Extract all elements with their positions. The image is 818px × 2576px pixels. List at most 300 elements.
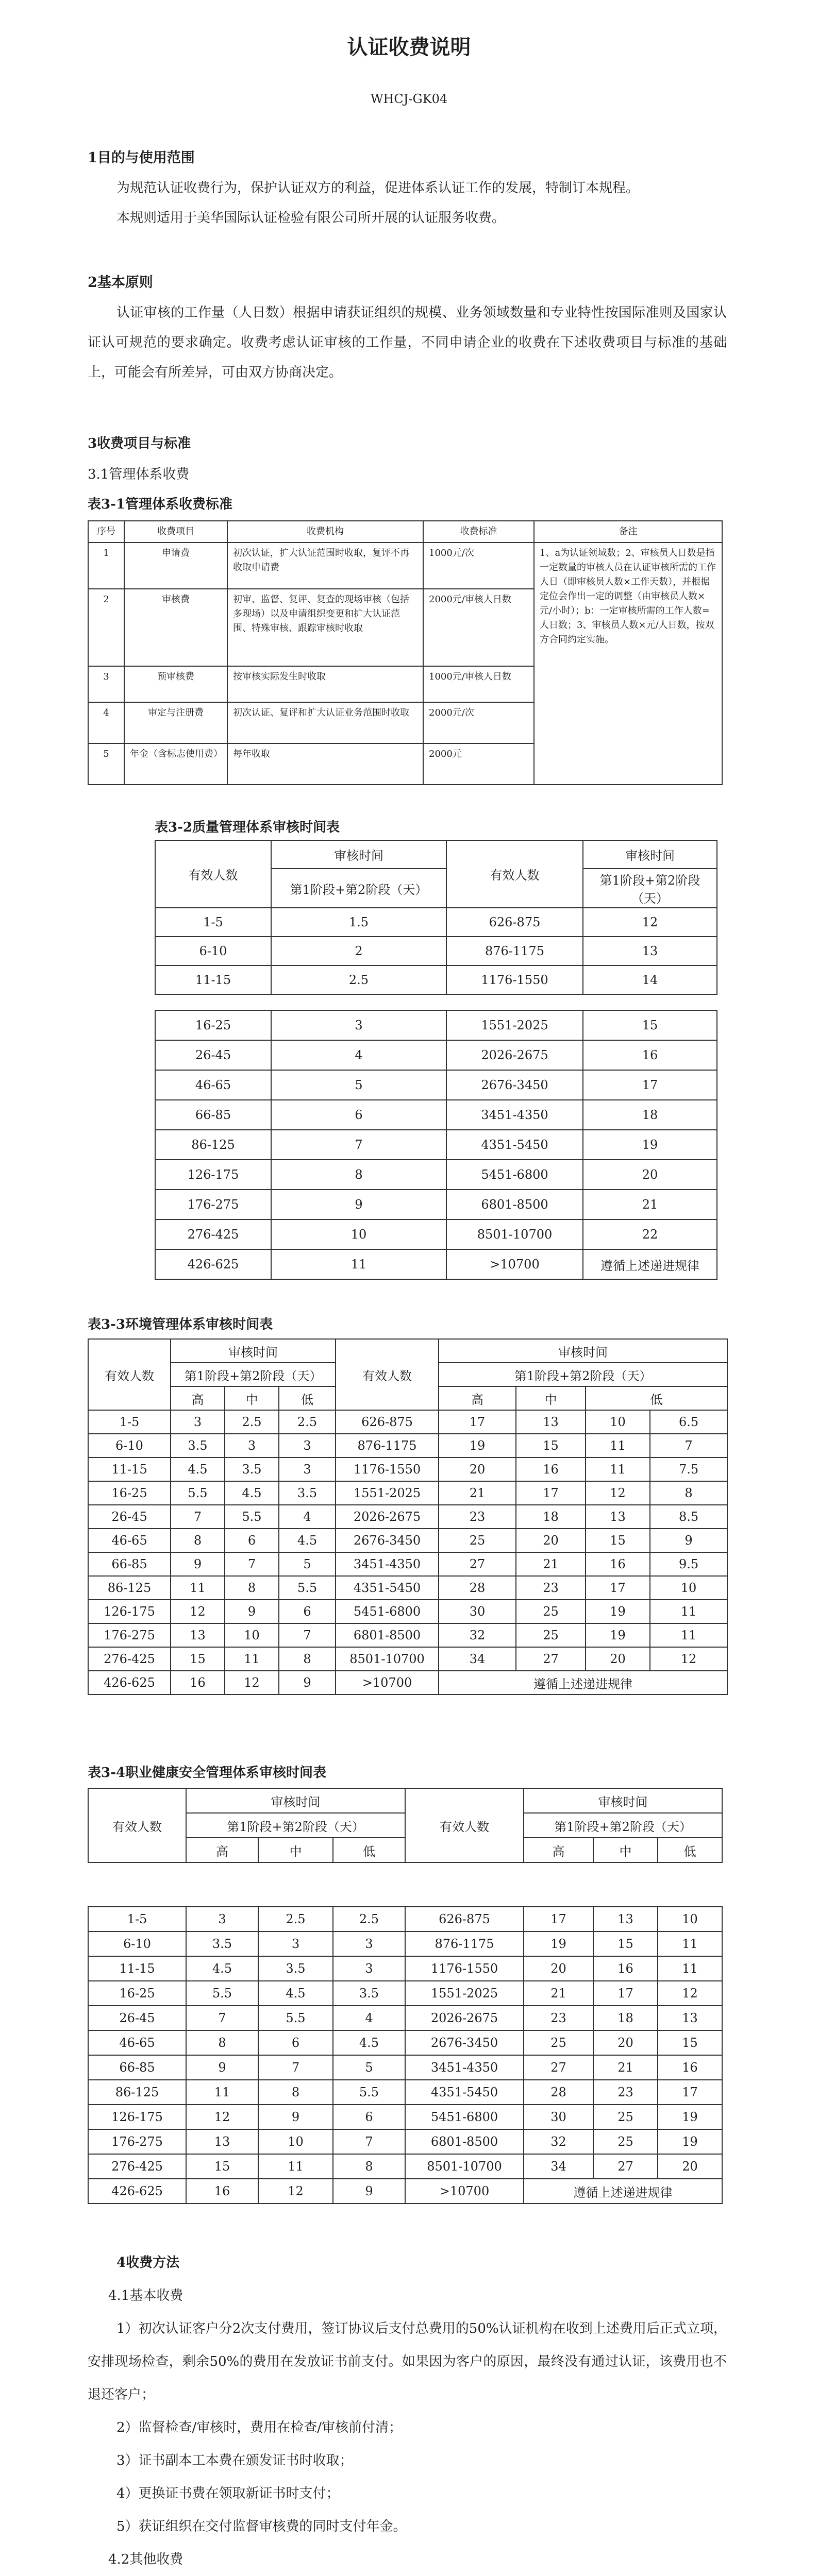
- paragraph: 4）更换证书费在领取新证书时支付；: [116, 2486, 340, 2501]
- table-row: [88, 2080, 722, 2105]
- cell: 11: [271, 1249, 446, 1279]
- cell: 27: [516, 1647, 586, 1671]
- cell: 19: [439, 1434, 516, 1458]
- subsection-heading: 4.2其他收费: [108, 2552, 183, 2567]
- section-1: [88, 143, 727, 233]
- document-code: WHCJ-GK04: [370, 92, 448, 106]
- cell: 遵循上述递进规律: [583, 1249, 717, 1279]
- cell: 3: [279, 1434, 336, 1458]
- cell: 19: [586, 1600, 650, 1623]
- table-3-3-caption: 表3-3环境管理体系审核时间表: [88, 1317, 273, 1332]
- table-row: [88, 1410, 727, 1434]
- table-row: [88, 2006, 722, 2030]
- table-row: [88, 2154, 722, 2179]
- cell: 176-275: [88, 1623, 171, 1647]
- cell: 4.5: [258, 1981, 333, 2006]
- cell: 19: [586, 1623, 650, 1647]
- cell: 11: [186, 2080, 258, 2105]
- cell: 8.5: [650, 1505, 727, 1529]
- cell: 3: [171, 1410, 225, 1434]
- cell: 4: [88, 702, 124, 743]
- cell: 26-45: [88, 2006, 186, 2030]
- cell: 2000元/审核人日数: [423, 589, 534, 666]
- cell: 28: [439, 1576, 516, 1600]
- cell: 13: [171, 1623, 225, 1647]
- cell: 25: [524, 2030, 593, 2055]
- table-row: [88, 1931, 722, 1956]
- cell: 1-5: [88, 1410, 171, 1434]
- table-header-row: [88, 1339, 727, 1363]
- cell: 2676-3450: [446, 1070, 583, 1100]
- cell: 876-1175: [405, 1931, 524, 1956]
- cell: 审定与注册费: [124, 702, 227, 743]
- cell: 25: [516, 1623, 586, 1647]
- table-3-2-part-2: [155, 1010, 717, 1280]
- cell: 11: [586, 1434, 650, 1458]
- cell: 21: [524, 1981, 593, 2006]
- cell: 9: [171, 1552, 225, 1576]
- cell: 20: [583, 1160, 717, 1190]
- cell: 5: [88, 743, 124, 785]
- cell: 5.5: [333, 2080, 405, 2105]
- cell: 22: [583, 1219, 717, 1249]
- cell: 11-15: [155, 965, 271, 994]
- cell: 初审、监督、复评、复查的现场审核（包括多现场）以及申请组织变更和扩大认证范围、特殊审核、跟踪审核时收取: [227, 589, 423, 666]
- cell: 6: [279, 1600, 336, 1623]
- cell: 11: [171, 1576, 225, 1600]
- section-1-heading: 1目的与使用范围: [88, 150, 195, 166]
- cell: 3.5: [171, 1434, 225, 1458]
- cell: 13: [186, 2129, 258, 2154]
- header-cell: 有效人数: [405, 1788, 524, 1862]
- table-row: [155, 1130, 717, 1160]
- table-row: [88, 1434, 727, 1458]
- cell: 1551-2025: [446, 1010, 583, 1040]
- cell: 6801-8500: [405, 2129, 524, 2154]
- header-cell: 低: [586, 1386, 727, 1410]
- table-header-row: [88, 521, 722, 543]
- cell: 426-625: [88, 2179, 186, 2204]
- cell: 3: [333, 1956, 405, 1981]
- cell: 11: [658, 1956, 722, 1981]
- cell: 8: [225, 1576, 279, 1600]
- cell: 11: [586, 1458, 650, 1481]
- cell: 3.5: [258, 1956, 333, 1981]
- cell: 2026-2675: [336, 1505, 439, 1529]
- cell: 预审核费: [124, 666, 227, 702]
- cell: 6: [271, 1100, 446, 1130]
- cell: 8: [258, 2080, 333, 2105]
- cell: 8: [271, 1160, 446, 1190]
- cell: 27: [593, 2154, 658, 2179]
- cell: 11: [258, 2154, 333, 2179]
- cell: 10: [225, 1623, 279, 1647]
- cell: 21: [583, 1190, 717, 1219]
- cell: 20: [439, 1458, 516, 1481]
- cell: 20: [593, 2030, 658, 2055]
- header-cell: 有效人数: [336, 1339, 439, 1410]
- cell: 10: [258, 2129, 333, 2154]
- cell: 3.5: [333, 1981, 405, 2006]
- cell: 8: [171, 1529, 225, 1552]
- cell: 9: [186, 2055, 258, 2080]
- table-row: [88, 1576, 727, 1600]
- cell: 5.5: [171, 1481, 225, 1505]
- cell: 10: [650, 1576, 727, 1600]
- cell: 32: [439, 1623, 516, 1647]
- cell: 8: [650, 1481, 727, 1505]
- cell: 276-425: [88, 1647, 171, 1671]
- table-3-4-body: [88, 1906, 723, 2204]
- cell: 1: [88, 543, 124, 589]
- header-cell: 第1阶段+第2阶段（天）: [186, 1813, 405, 1838]
- cell: 46-65: [88, 2030, 186, 2055]
- table-row: [88, 2030, 722, 2055]
- cell: >10700: [405, 2179, 524, 2204]
- cell: 6: [225, 1529, 279, 1552]
- cell: 申请费: [124, 543, 227, 589]
- cell: 3: [88, 666, 124, 702]
- table-row: [88, 1907, 722, 1931]
- cell: 126-175: [88, 2105, 186, 2129]
- cell: 2.5: [279, 1410, 336, 1434]
- cell: 9: [225, 1600, 279, 1623]
- paragraph: 5）获证组织在交付监督审核费的同时支付年金。: [116, 2519, 407, 2534]
- cell: 19: [583, 1130, 717, 1160]
- cell: 16: [593, 1956, 658, 1981]
- cell: 34: [439, 1647, 516, 1671]
- table-3-4-caption: 表3-4职业健康安全管理体系审核时间表: [88, 1765, 326, 1781]
- table-row: [88, 1505, 727, 1529]
- cell: >10700: [336, 1671, 439, 1694]
- cell: >10700: [446, 1249, 583, 1279]
- cell: 4: [271, 1040, 446, 1070]
- cell: 5.5: [258, 2006, 333, 2030]
- header-cell: 低: [279, 1386, 336, 1410]
- cell: 遵循上述递进规律: [524, 2179, 722, 2204]
- table-row: [88, 2105, 722, 2129]
- table-3-1-caption: 表3-1管理体系收费标准: [88, 497, 232, 512]
- table-row: [155, 1070, 717, 1100]
- cell: 13: [586, 1505, 650, 1529]
- cell: 9: [650, 1529, 727, 1552]
- cell: 21: [439, 1481, 516, 1505]
- cell: 20: [524, 1956, 593, 1981]
- cell: 16-25: [88, 1481, 171, 1505]
- subsection-heading: 4.1基本收费: [108, 2288, 183, 2303]
- cell: 20: [658, 2154, 722, 2179]
- cell: 4351-5450: [405, 2080, 524, 2105]
- header-cell: 审核时间: [439, 1339, 727, 1363]
- table-row: [88, 1458, 727, 1481]
- cell: 4351-5450: [336, 1576, 439, 1600]
- cell: 10: [271, 1219, 446, 1249]
- cell: 15: [186, 2154, 258, 2179]
- cell: 审核费: [124, 589, 227, 666]
- cell: 8: [186, 2030, 258, 2055]
- cell: 8: [333, 2154, 405, 2179]
- cell: 16: [583, 1040, 717, 1070]
- cell: 11: [650, 1623, 727, 1647]
- cell: 每年收取: [227, 743, 423, 785]
- cell: 2.5: [258, 1907, 333, 1931]
- section-1-para-2: 本规则适用于美华国际认证检验有限公司所开展的认证服务收费。: [116, 210, 506, 226]
- cell: 4.5: [171, 1458, 225, 1481]
- header-cell: 有效人数: [446, 840, 583, 908]
- cell: 30: [524, 2105, 593, 2129]
- cell: 按审核实际发生时收取: [227, 666, 423, 702]
- cell: 126-175: [155, 1160, 271, 1190]
- cell: 12: [186, 2105, 258, 2129]
- cell: 26-45: [155, 1040, 271, 1070]
- cell: 176-275: [155, 1190, 271, 1219]
- header-cell: 中: [225, 1386, 279, 1410]
- cell: 16: [586, 1552, 650, 1576]
- header-cell: 收费机构: [227, 521, 423, 543]
- cell: 1000元/次: [423, 543, 534, 589]
- cell: 426-625: [88, 1671, 171, 1694]
- cell: 4: [333, 2006, 405, 2030]
- cell: 1.5: [271, 908, 446, 937]
- cell: 2676-3450: [336, 1529, 439, 1552]
- cell: 5: [333, 2055, 405, 2080]
- cell: 11: [650, 1600, 727, 1623]
- cell: 8501-10700: [405, 2154, 524, 2179]
- cell: 16: [658, 2055, 722, 2080]
- cell: 25: [516, 1600, 586, 1623]
- cell: 2000元/次: [423, 702, 534, 743]
- cell: 1-5: [155, 908, 271, 937]
- cell: 11: [658, 1931, 722, 1956]
- cell: 28: [524, 2080, 593, 2105]
- cell: 4: [279, 1505, 336, 1529]
- cell: 15: [583, 1010, 717, 1040]
- cell: 15: [171, 1647, 225, 1671]
- header-cell: 第1阶段+第2阶段（天）: [171, 1363, 336, 1386]
- cell: 3: [186, 1907, 258, 1931]
- cell: 15: [658, 2030, 722, 2055]
- cell: 17: [593, 1981, 658, 2006]
- table-3-3: [88, 1338, 728, 1695]
- cell: 初次认证，扩大认证范围时收取，复评不再收取申请费: [227, 543, 423, 589]
- cell: 16-25: [88, 1981, 186, 2006]
- cell: 86-125: [88, 1576, 171, 1600]
- cell: 6-10: [155, 937, 271, 965]
- paragraph: 3）证书副本工本费在颁发证书时收取；: [116, 2453, 353, 2468]
- cell: 16: [186, 2179, 258, 2204]
- cell: 9: [279, 1671, 336, 1694]
- cell: 12: [258, 2179, 333, 2204]
- cell: 23: [524, 2006, 593, 2030]
- table-row: [88, 1956, 722, 1981]
- cell: 12: [171, 1600, 225, 1623]
- cell: 3451-4350: [336, 1552, 439, 1576]
- cell: 16-25: [155, 1010, 271, 1040]
- note-cell: 1、a为认证领域数；2、审核员人日数是指一定数量的审核人员在认证审核所需的工作人日（即审核员人数×工作天数），并根据定位会作出一定的调整（由审核员人数×元/小时）；b：一定审核所需的工作人数=人日数；3、审核员人数×元/人日数，按双方合同约定实施。: [534, 543, 722, 785]
- cell: 17: [516, 1481, 586, 1505]
- cell: 276-425: [155, 1219, 271, 1249]
- cell: 9.5: [650, 1552, 727, 1576]
- cell: 5.5: [186, 1981, 258, 2006]
- cell: 2.5: [225, 1410, 279, 1434]
- cell: 32: [524, 2129, 593, 2154]
- cell: 4.5: [333, 2030, 405, 2055]
- cell: 23: [516, 1576, 586, 1600]
- cell: 2.5: [333, 1907, 405, 1931]
- table-row: [88, 1600, 727, 1623]
- header-cell: 高: [186, 1838, 258, 1862]
- cell: 1176-1550: [405, 1956, 524, 1981]
- header-cell: 收费项目: [124, 521, 227, 543]
- table-row: [88, 2129, 722, 2154]
- cell: 46-65: [88, 1529, 171, 1552]
- cell: 1176-1550: [446, 965, 583, 994]
- cell: 626-875: [336, 1410, 439, 1434]
- table-row: [88, 543, 722, 589]
- header-cell: 审核时间: [186, 1788, 405, 1813]
- cell: 3451-4350: [405, 2055, 524, 2080]
- header-cell: 序号: [88, 521, 124, 543]
- cell: 34: [524, 2154, 593, 2179]
- cell: 3: [279, 1458, 336, 1481]
- cell: 17: [658, 2080, 722, 2105]
- cell: 10: [658, 1907, 722, 1931]
- cell: 8501-10700: [336, 1647, 439, 1671]
- table-row: [88, 1647, 727, 1671]
- cell: 20: [586, 1647, 650, 1671]
- cell: 7: [333, 2129, 405, 2154]
- cell: 19: [524, 1931, 593, 1956]
- cell: 18: [583, 1100, 717, 1130]
- cell: 23: [593, 2080, 658, 2105]
- table-3-4-header: [88, 1788, 723, 1863]
- cell: 3.5: [279, 1481, 336, 1505]
- cell: 876-1175: [446, 937, 583, 965]
- table-row: [88, 1481, 727, 1505]
- cell: 12: [658, 1981, 722, 2006]
- cell: 3451-4350: [446, 1100, 583, 1130]
- header-cell: 审核时间: [171, 1339, 336, 1363]
- cell: 86-125: [88, 2080, 186, 2105]
- cell: 9: [333, 2179, 405, 2204]
- cell: 8501-10700: [446, 1219, 583, 1249]
- header-cell: 低: [333, 1838, 405, 1862]
- table-row: [88, 2179, 722, 2204]
- cell: 21: [516, 1552, 586, 1576]
- cell: 27: [524, 2055, 593, 2080]
- cell: 6801-8500: [446, 1190, 583, 1219]
- section-2: [88, 268, 727, 387]
- cell: 27: [439, 1552, 516, 1576]
- header-cell: 中: [516, 1386, 586, 1410]
- cell: 12: [650, 1647, 727, 1671]
- cell: 1551-2025: [336, 1481, 439, 1505]
- cell: 13: [658, 2006, 722, 2030]
- cell: 6: [258, 2030, 333, 2055]
- cell: 16: [516, 1458, 586, 1481]
- cell: 遵循上述递进规律: [439, 1671, 727, 1694]
- header-cell: 中: [593, 1838, 658, 1862]
- cell: 626-875: [446, 908, 583, 937]
- table-row: [88, 1981, 722, 2006]
- cell: 66-85: [88, 1552, 171, 1576]
- cell: 2026-2675: [446, 1040, 583, 1070]
- cell: 7: [271, 1130, 446, 1160]
- cell: 25: [593, 2129, 658, 2154]
- cell: 初次认证、复评和扩大认证业务范围时收取: [227, 702, 423, 743]
- header-cell: 中: [258, 1838, 333, 1862]
- table-row: [88, 1552, 727, 1576]
- cell: 15: [586, 1529, 650, 1552]
- table-header-row: [155, 840, 717, 869]
- table-row: [155, 1190, 717, 1219]
- cell: 5451-6800: [405, 2105, 524, 2129]
- cell: 7: [225, 1552, 279, 1576]
- table-row: [155, 1040, 717, 1070]
- cell: 7.5: [650, 1458, 727, 1481]
- header-cell: 收费标准: [423, 521, 534, 543]
- header-cell: 第1阶段+第2阶段（天）: [583, 869, 717, 908]
- cell: 626-875: [405, 1907, 524, 1931]
- cell: 7: [258, 2055, 333, 2080]
- cell: 3: [258, 1931, 333, 1956]
- header-cell: 低: [658, 1838, 722, 1862]
- table-row: [155, 1249, 717, 1279]
- cell: 66-85: [155, 1100, 271, 1130]
- section-4-5: [88, 2246, 727, 2576]
- table-3-2-part-1: [155, 840, 717, 995]
- cell: 15: [516, 1434, 586, 1458]
- section-heading: 4收费方法: [116, 2255, 180, 2270]
- cell: 2.5: [271, 965, 446, 994]
- cell: 6801-8500: [336, 1623, 439, 1647]
- paragraph: 2）监督检查/审核时，费用在检查/审核前付清；: [116, 2420, 403, 2435]
- cell: 11-15: [88, 1458, 171, 1481]
- cell: 4.5: [279, 1529, 336, 1552]
- cell: 3: [271, 1010, 446, 1040]
- header-cell: 高: [439, 1386, 516, 1410]
- header-cell: 第1阶段+第2阶段（天）: [524, 1813, 722, 1838]
- cell: 9: [271, 1190, 446, 1219]
- cell: 6-10: [88, 1931, 186, 1956]
- cell: 17: [586, 1576, 650, 1600]
- table-row: [155, 908, 717, 937]
- cell: 18: [516, 1505, 586, 1529]
- cell: 17: [439, 1410, 516, 1434]
- cell: 9: [258, 2105, 333, 2129]
- cell: 7: [650, 1434, 727, 1458]
- cell: 176-275: [88, 2129, 186, 2154]
- cell: 426-625: [155, 1249, 271, 1279]
- header-cell: 有效人数: [88, 1788, 186, 1862]
- cell: 26-45: [88, 1505, 171, 1529]
- cell: 3.5: [186, 1931, 258, 1956]
- header-cell: 备注: [534, 521, 722, 543]
- cell: 1551-2025: [405, 1981, 524, 2006]
- table-row: [155, 1160, 717, 1190]
- cell: 13: [583, 937, 717, 965]
- cell: 16: [171, 1671, 225, 1694]
- cell: 2676-3450: [405, 2030, 524, 2055]
- cell: 12: [586, 1481, 650, 1505]
- header-cell: 第1阶段+第2阶段（天）: [271, 869, 446, 908]
- cell: 1-5: [88, 1907, 186, 1931]
- cell: 126-175: [88, 1600, 171, 1623]
- section-1-para-1: 为规范认证收费行为，保护认证双方的利益，促进体系认证工作的发展，特制订本规程。: [116, 180, 640, 196]
- cell: 17: [583, 1070, 717, 1100]
- cell: 3: [333, 1931, 405, 1956]
- cell: 1176-1550: [336, 1458, 439, 1481]
